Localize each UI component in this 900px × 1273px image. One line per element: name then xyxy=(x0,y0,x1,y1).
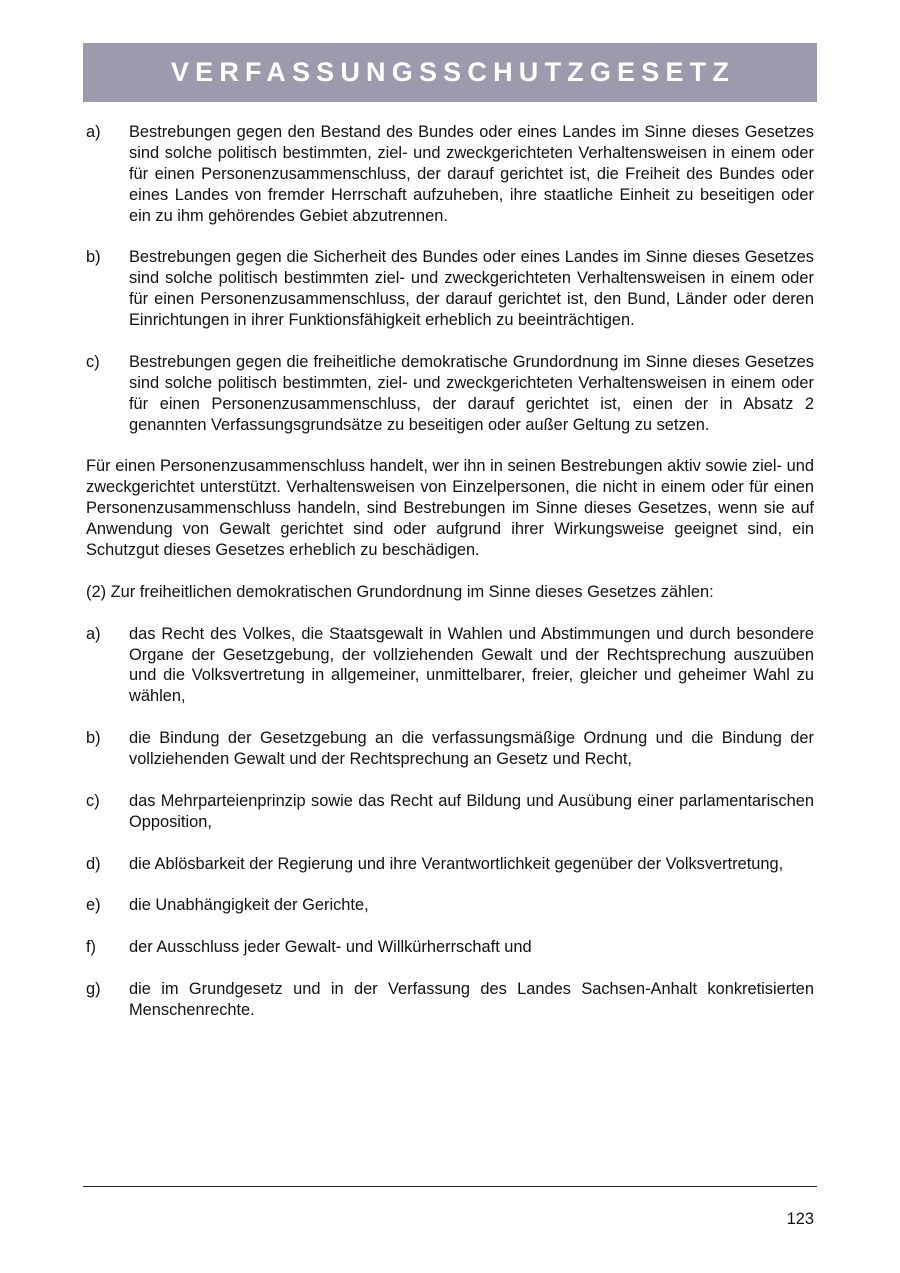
paragraph-personenzusammenschluss: Für einen Personenzusammenschluss handelt, wer ihn in seinen Bestrebungen aktiv sowie ziel- und zweckgerichtet unterstützt. Verhaltensweisen von Einzelpersonen, die nicht in einem oder für einen Personenzusammenschluss handeln, sind Bestrebungen im Sinne dieses Gesetzes, wenn sie auf Anwendung von Gewalt gerichtet sind oder aufgrund ihrer Wirkungsweise geeignet sind, ein Schutzgut dieses Gesetzes erheblich zu beschädigen. xyxy=(86,457,814,560)
list-item-marker: f) xyxy=(86,938,97,957)
list-item-text: der Ausschluss jeder Gewalt- und Willkürherrschaft und xyxy=(129,938,532,957)
list-item xyxy=(86,352,814,436)
list-item xyxy=(86,854,814,875)
list-item-text: die Unabhängigkeit der Gerichte, xyxy=(129,896,369,915)
footer-divider xyxy=(83,1186,817,1187)
list-item-marker: c) xyxy=(86,352,100,371)
list-item-text: Bestrebungen gegen die Sicherheit des Bundes oder eines Landes im Sinne dieses Gesetzes sind solche politisch bestimmten ziel- und zweckgerichteten Verhaltensweisen in einem oder für einen Personenzusammenschluss, der darauf gerichtet ist, den Bund, Länder oder deren Einrichtungen in ihrer Funktionsfähigkeit erheblich zu beeinträchtigen. xyxy=(129,248,814,330)
list-item-text: die Bindung der Gesetzgebung an die verfassungsmäßige Ordnung und die Bindung der vollziehenden Gewalt und der Rechtsprechung an Gesetz und Recht, xyxy=(129,729,814,769)
document-body xyxy=(86,122,814,1042)
list-item-marker: e) xyxy=(86,896,101,915)
paragraph-absatz-2: (2) Zur freiheitlichen demokratischen Grundordnung im Sinne dieses Gesetzes zählen: xyxy=(86,582,714,601)
list-item-marker: b) xyxy=(86,729,101,748)
list-item-marker: a) xyxy=(86,624,101,643)
list-item xyxy=(86,791,814,833)
list-item-marker: a) xyxy=(86,123,101,141)
list-item-text: die Ablösbarkeit der Regierung und ihre Verantwortlichkeit gegenüber der Volksvertretung, xyxy=(129,854,784,873)
list-item-text: das Mehrparteienprinzip sowie das Recht auf Bildung und Ausübung einer parlamentarischen Opposition, xyxy=(129,791,814,831)
list-item xyxy=(86,895,814,916)
list-item-text: Bestrebungen gegen den Bestand des Bundes oder eines Landes im Sinne dieses Gesetzes sind solche politisch bestimmten, ziel- und zweckgerichteten Verhaltensweisen in einem oder für einen Personenzusammenschluss, der darauf gerichtet ist, die Freiheit des Bundes oder eines Landes von fremder Herrschaft aufzuheben, ihre staatliche Einheit zu beseitigen oder ein zu ihm gehörendes Gebiet abzutrennen. xyxy=(129,123,814,225)
list-item xyxy=(86,122,814,227)
list-item xyxy=(86,624,814,708)
list-item-text: Bestrebungen gegen die freiheitliche demokratische Grundordnung im Sinne dieses Gesetzes sind solche politisch bestimmten, ziel- und zweckgerichteten Verhaltensweisen in einem oder für einen Personenzusammenschluss, der darauf gerichtet ist, einen der in Absatz 2 genannten Verfassungsgrundsätze zu beseitigen oder außer Geltung zu setzen. xyxy=(129,352,814,434)
list-item-marker: c) xyxy=(86,791,100,810)
page-number: 123 xyxy=(786,1210,814,1228)
list-item xyxy=(86,979,814,1021)
list-item-text: das Recht des Volkes, die Staatsgewalt in Wahlen und Abstimmungen und durch besondere Organe der Gesetzgebung, der vollziehenden Gewalt und der Rechtsprechung auszuüben und die Volksvertretung in allgemeiner, unmittelbarer, freier, gleicher und geheimer Wahl zu wählen, xyxy=(129,624,814,706)
list-grundordnung xyxy=(86,624,814,1021)
list-item xyxy=(86,937,814,958)
list-item xyxy=(86,247,814,331)
page-title: VERFASSUNGSSCHUTZGESETZ xyxy=(170,57,736,87)
list-item-marker: d) xyxy=(86,854,101,873)
list-item xyxy=(86,728,814,770)
list-definitions xyxy=(86,122,814,436)
header-band xyxy=(83,43,817,102)
list-item-text: die im Grundgesetz und in der Verfassung des Landes Sachsen-Anhalt konkretisierten Menschenrechte. xyxy=(129,979,814,1019)
list-item-marker: b) xyxy=(86,248,101,267)
list-item-marker: g) xyxy=(86,979,101,998)
